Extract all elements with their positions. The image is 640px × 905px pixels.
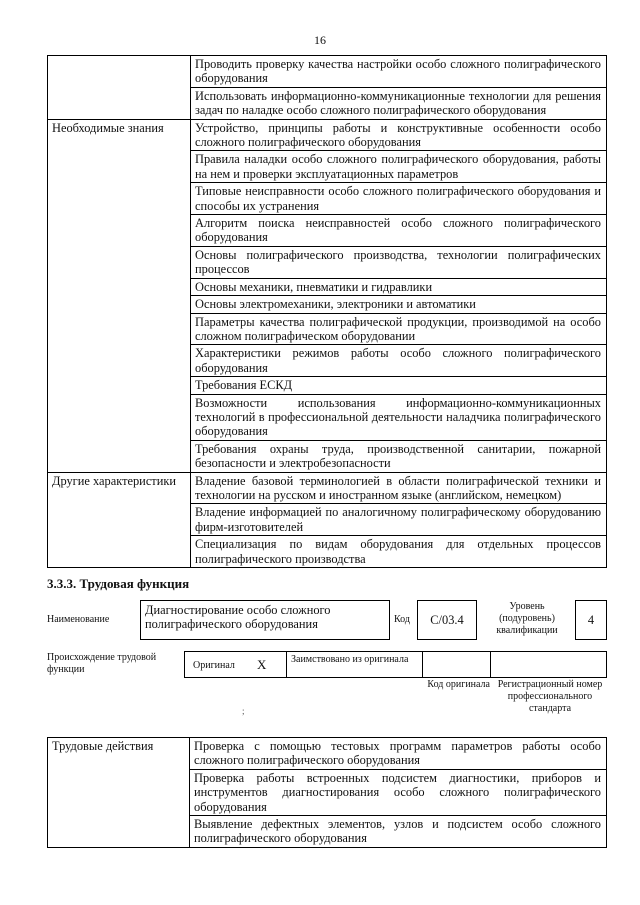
- row-text-cell: Возможности использования информационно-коммуникационных технологий в профессиональной деятельности наладчика полиграфического оборудования: [191, 394, 607, 440]
- row-text-cell: Выявление дефектных элементов, узлов и подсистем особо сложного полиграфического оборудования: [190, 816, 607, 848]
- page-number: 16: [314, 33, 326, 47]
- row-text-cell: Требования ЕСКД: [191, 377, 607, 394]
- row-text-cell: Правила наладки особо сложного полиграфического оборудования, работы на нем и проверки эксплуатационных параметров: [191, 151, 607, 183]
- row-text-cell: Основы полиграфического производства, технологии полиграфических процессов: [191, 246, 607, 278]
- row-text-cell: Характеристики режимов работы особо сложного полиграфического оборудования: [191, 345, 607, 377]
- reg-number-label: Регистрационный номер профессионального стандарта: [497, 679, 603, 714]
- row-label-cell: Другие характеристики: [48, 472, 191, 567]
- original-label: Оригинал: [193, 660, 235, 671]
- table-row: [48, 56, 607, 88]
- section-heading: 3.3.3. Трудовая функция: [47, 576, 190, 591]
- code-value: C/03.4: [417, 600, 477, 640]
- row-label-cell: Необходимые знания: [48, 119, 191, 472]
- row-text-cell: Владение базовой терминологией в области полиграфической техники и технологии на русском и иностранном языке (английском, немецком): [191, 472, 607, 504]
- borrowed-label: Заимствовано из оригинала: [291, 654, 409, 665]
- row-text-cell: Основы электромеханики, электроники и автоматики: [191, 296, 607, 313]
- row-text-cell: Устройство, принципы работы и конструктивные особенности особо сложного полиграфического оборудования: [191, 119, 607, 151]
- stray-mark: ;: [242, 706, 245, 716]
- row-text-cell: Специализация по видам оборудования для отдельных процессов полиграфического производства: [191, 536, 607, 568]
- code-label: Код: [394, 614, 410, 625]
- name-value: Диагностирование особо сложного полиграфического оборудования: [140, 600, 390, 640]
- row-label-cell: [48, 56, 191, 120]
- top-table: [47, 55, 607, 568]
- row-text-cell: Типовые неисправности особо сложного полиграфического оборудования и способы их устранения: [191, 183, 607, 215]
- bottom-table: [47, 737, 607, 848]
- level-label: Уровень (подуровень) квалификации: [496, 601, 558, 636]
- table-row: [48, 738, 607, 770]
- table-row: [48, 119, 607, 151]
- row-text-cell: Использовать информационно-коммуникационные технологии для решения задач по наладке особо сложного полиграфического оборудования: [191, 87, 607, 119]
- origin-box: [184, 651, 607, 678]
- row-text-cell: Требования охраны труда, производственной санитарии, пожарной безопасности и электробезопасности: [191, 440, 607, 472]
- row-text-cell: Владение информацией по аналогичному полиграфическому оборудованию фирм-изготовителей: [191, 504, 607, 536]
- row-text-cell: Параметры качества полиграфической продукции, производимой на особо сложном полиграфическом оборудовании: [191, 313, 607, 345]
- row-text-cell: Проводить проверку качества настройки особо сложного полиграфического оборудования: [191, 56, 607, 88]
- table-row: [48, 472, 607, 504]
- labor-actions-label: Трудовые действия: [48, 738, 190, 848]
- origin-label: Происхождение трудовой функции: [47, 652, 157, 675]
- row-text-cell: Алгоритм поиска неисправностей особо сложного полиграфического оборудования: [191, 215, 607, 247]
- name-label: Наименование: [47, 614, 110, 625]
- row-text-cell: Проверка работы встроенных подсистем диагностики, приборов и инструментов диагностирования особо сложного полиграфического оборудования: [190, 769, 607, 815]
- code-original-label: Код оригинала: [427, 679, 490, 690]
- level-value: 4: [575, 600, 607, 640]
- row-text-cell: Проверка с помощью тестовых программ параметров работы особо сложного полиграфического оборудования: [190, 738, 607, 770]
- row-text-cell: Основы механики, пневматики и гидравлики: [191, 278, 607, 295]
- original-mark: X: [257, 657, 267, 672]
